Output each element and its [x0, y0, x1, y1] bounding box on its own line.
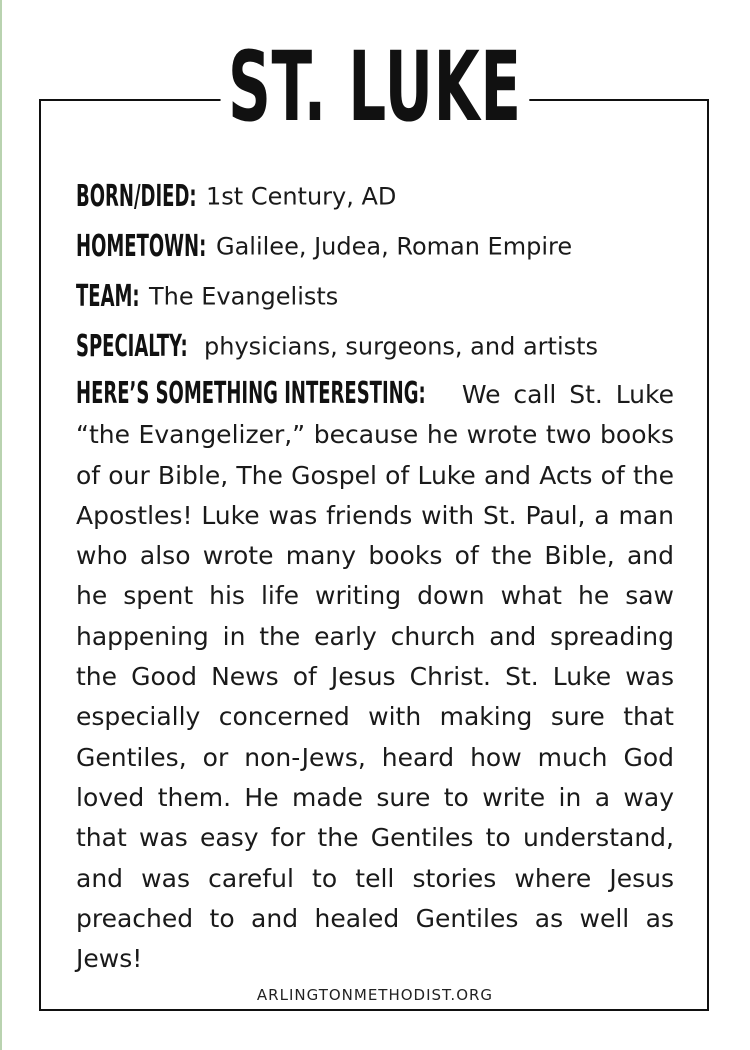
- title-container: [0, 32, 750, 142]
- specialty-value: physicians, surgeons, and artists: [204, 332, 599, 361]
- interesting-label: HERE’S SOMETHING INTERESTING:: [76, 376, 426, 411]
- hometown-label: HOMETOWN:: [76, 228, 207, 264]
- hometown-value: Galilee, Judea, Roman Empire: [216, 232, 573, 261]
- team-value: The Evangelists: [149, 282, 339, 311]
- fact-hometown: [76, 224, 674, 274]
- left-edge-line: [0, 0, 2, 1050]
- card-content: [76, 174, 674, 979]
- fact-specialty: [76, 324, 674, 374]
- born-died-value: 1st Century, AD: [206, 182, 397, 211]
- interesting-paragraph: [76, 374, 674, 979]
- page-title: ST. LUKE: [221, 32, 530, 142]
- footer-website: ARLINGTONMETHODIST.ORG: [256, 986, 494, 1004]
- team-label: TEAM:: [76, 278, 140, 314]
- fact-team: [76, 274, 674, 324]
- born-died-label: BORN/DIED:: [76, 178, 197, 214]
- fact-born-died: [76, 174, 674, 224]
- specialty-label: SPECIALTY:: [76, 328, 188, 364]
- interesting-text: We call St. Luke “the Evangelizer,” because he wrote two books of our Bible, The Gospel of Luke and Acts of the Apostles! Luke was friends with St. Paul, a man who also wrote many books of the Bible, and he spent his life writing down what he saw happening in the early church and spreading the Good News of Jesus Christ. St. Luke was especially concerned with making sure that Gentiles, or non-Jews, heard how much God loved them. He made sure to write in a way that was easy for the Gentiles to understand, and was careful to tell stories where Jesus preached to and healed Gentiles as well as Jews!: [76, 380, 674, 974]
